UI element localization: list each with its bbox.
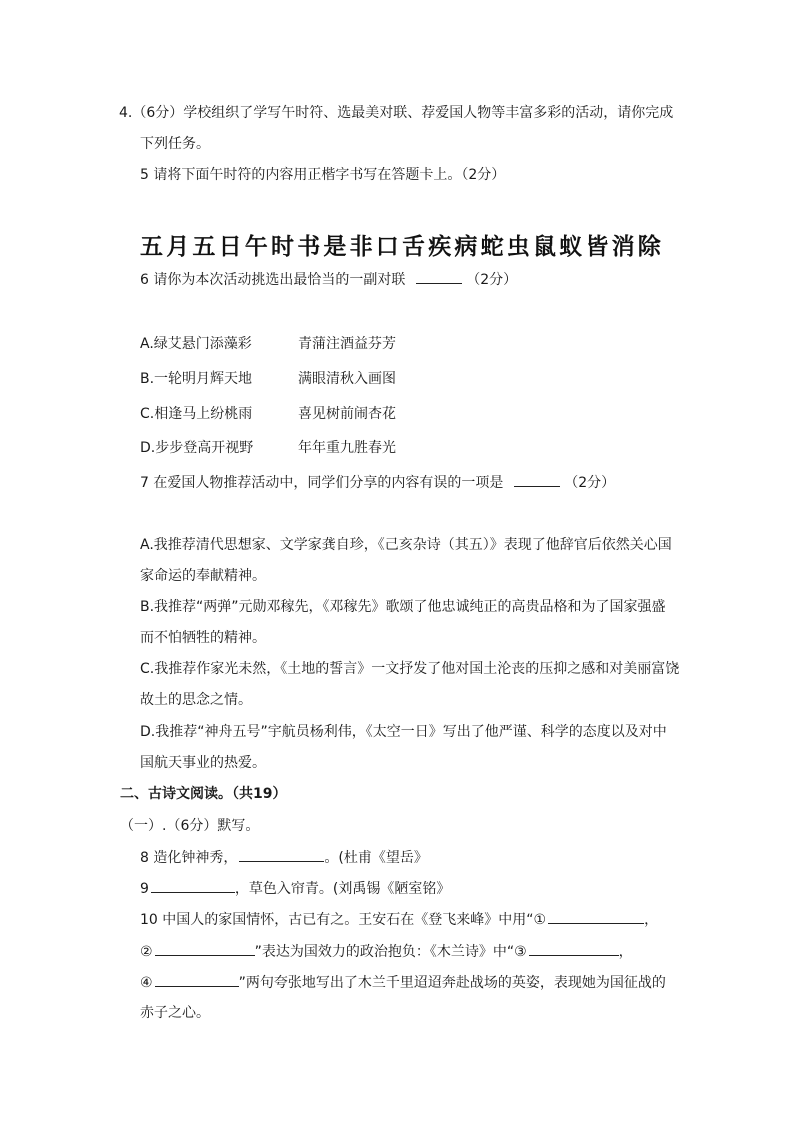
q7-line: D.我推荐“神舟五号”宇航员杨利伟，《太空一日》写出了他严谨、科学的态度以及对中 — [140, 724, 667, 740]
q6-option-b-right: 满眼清秋入画图 — [298, 371, 396, 387]
q8-text-a: 8 造化钟神秀， — [140, 850, 238, 866]
q7-line: C.我推荐作家光未然，《土地的誓言》一文抒发了他对国土沦丧的压抑之感和对美丽富饶 — [140, 661, 680, 677]
q6-option-d-left: D.步步登高开视野 — [140, 440, 254, 456]
q6-option-a — [140, 334, 252, 354]
q6-answer-blank[interactable] — [416, 269, 462, 284]
q10-text: ”两句夸张地写出了木兰千里迢迢奔赴战场的英姿，表现她为国征战的 — [238, 975, 666, 991]
q7-line: 国航天事业的热爱。 — [140, 755, 266, 771]
q6-option-a-left: A.绿艾悬门添藻彩 — [140, 336, 252, 352]
q7-answer-blank[interactable] — [514, 472, 560, 487]
q7-line: A.我推荐清代思想家、文学家龚自珍，《己亥杂诗（其五）》表现了他辞官后依然关心国 — [140, 537, 672, 553]
q10-line4: 赤子之心。 — [140, 1005, 210, 1021]
q4-line1: 4.（6分）学校组织了学写午时符、选最美对联、荐爱国人物等丰富多彩的活动，请你完成 — [119, 105, 674, 121]
q6-option-c — [140, 404, 252, 424]
q10-mark-4: ④ — [140, 975, 153, 991]
q10-comma: ， — [644, 912, 659, 928]
q10-text: 10 中国人的家国情怀，古已有之。王安石在《登飞来峰》中用“① — [140, 912, 547, 928]
calligraphy-text: 五月五日午时书是非口舌疾病蛇虫鼠蚁皆消除 — [140, 233, 664, 260]
q7-line: 故土的思念之情。 — [140, 692, 252, 708]
q7-line: 而不怕牺牲的精神。 — [140, 630, 266, 646]
q6-stem-text: 6 请你为本次活动挑选出最恰当的一副对联 — [140, 272, 406, 288]
q9-number: 9 — [140, 881, 149, 897]
q6-option-b — [140, 369, 252, 389]
q6-option-d — [140, 438, 253, 458]
part-heading: （一）.（6分）默写。 — [120, 818, 260, 834]
q6-option-d-right: 年年重九胜春光 — [298, 440, 396, 456]
q9-text: ，草色入帘青。(刘禹锡《陋室铭》 — [234, 881, 451, 897]
q8 — [140, 847, 428, 868]
q7-score: （2分） — [564, 475, 616, 491]
q10-blank-2[interactable] — [155, 941, 255, 956]
q7-stem — [140, 472, 615, 493]
q7-line: 家命运的奉献精神。 — [140, 568, 266, 584]
q6-score: （2分） — [466, 272, 518, 288]
q6-option-a-right: 青蒲注酒益芬芳 — [298, 336, 396, 352]
q4-line2: 下列任务。 — [140, 136, 210, 152]
q10-comma: ， — [618, 944, 633, 960]
q10-line2 — [140, 941, 633, 962]
section-heading: 二、古诗文阅读。（共19） — [120, 786, 287, 802]
q9-answer-blank[interactable] — [151, 878, 235, 893]
q6-option-b-left: B.一轮明月辉天地 — [140, 371, 253, 387]
q10-mark-2: ② — [140, 944, 153, 960]
q9 — [140, 878, 450, 899]
q6-option-c-left: C.相逢马上纷桃雨 — [140, 406, 253, 422]
q10-blank-3[interactable] — [529, 941, 619, 956]
q10-line1 — [140, 909, 658, 930]
q5-text: 5 请将下面午时符的内容用正楷字书写在答题卡上。（2分） — [140, 167, 506, 183]
q10-line3 — [140, 972, 666, 993]
q6-option-c-right: 喜见树前闹杏花 — [298, 406, 396, 422]
q10-blank-4[interactable] — [155, 972, 239, 987]
q10-text: ”表达为国效力的政治抱负：《木兰诗》中“③ — [254, 944, 527, 960]
q10-blank-1[interactable] — [548, 909, 644, 924]
q7-stem-text: 7 在爱国人物推荐活动中，同学们分享的内容有误的一项是 — [140, 475, 504, 491]
q8-text-b: 。(杜甫《望岳》 — [324, 850, 428, 866]
q6-stem — [140, 269, 517, 290]
q8-answer-blank[interactable] — [239, 847, 324, 862]
q7-line: B.我推荐“两弹”元勋邓稼先，《邓稼先》歌颂了他忠诚纯正的高贵品格和为了国家强盛 — [140, 599, 666, 615]
